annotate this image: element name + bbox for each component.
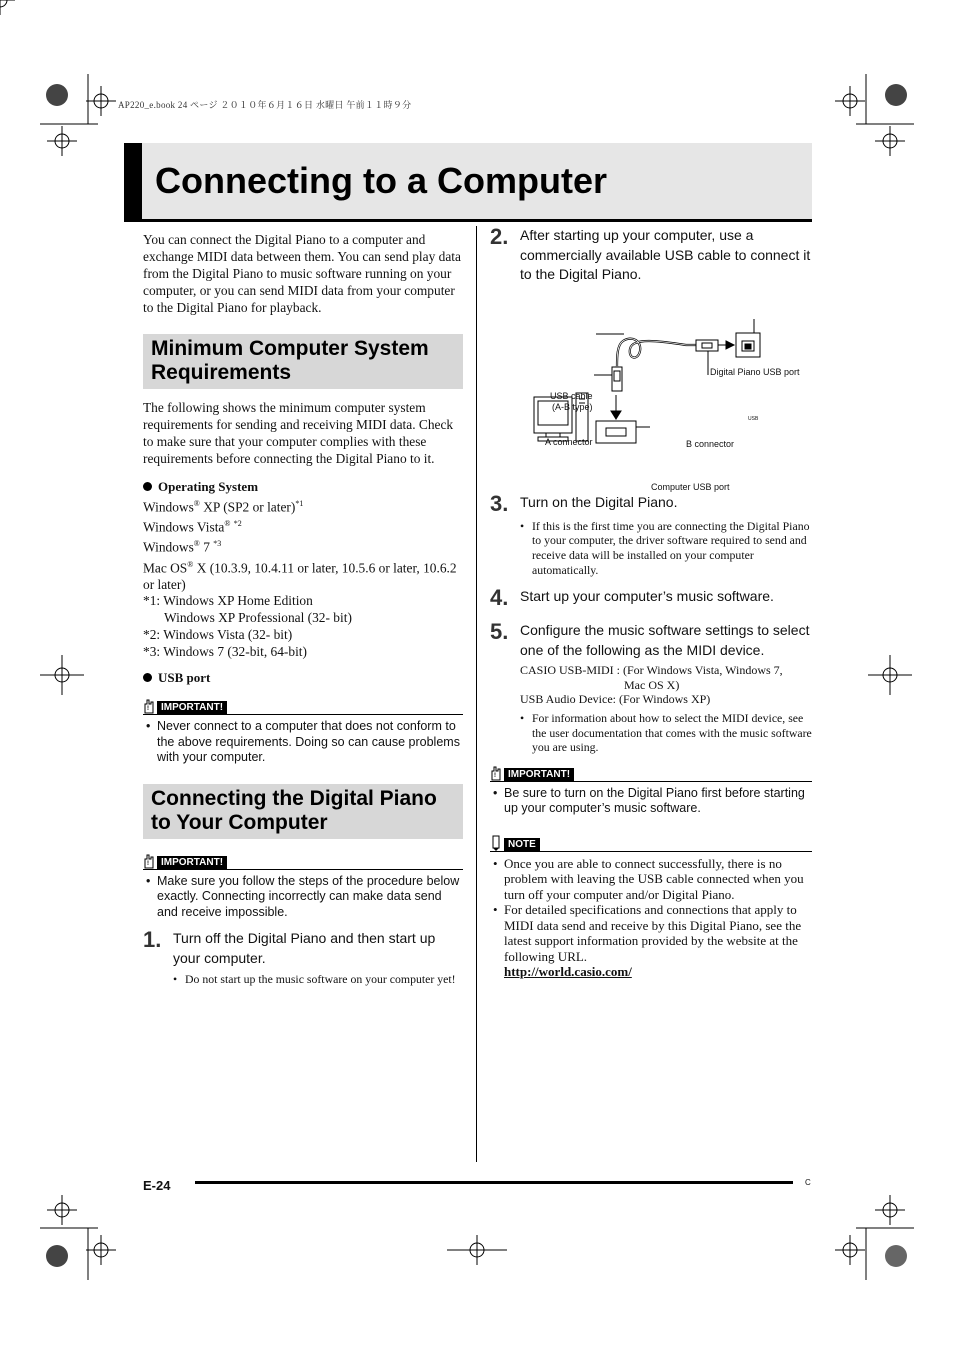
intro-paragraph: You can connect the Digital Piano to a computer and exchange MIDI data between them. You can send play data from the Digital Piano to music software running on your computer, or you can send MIDI data from your computer to the Digital Piano for playback. xyxy=(143,232,461,315)
step-text: Turn off the Digital Piano and then start up your computer. xyxy=(173,930,436,966)
footnote: *1: Windows XP Home Edition xyxy=(143,593,313,609)
diagram-label-ab-type: (A-B type) xyxy=(552,401,593,412)
important-badge: IMPORTANT! xyxy=(157,856,227,869)
midi-device-line: USB Audio Device: (For Windows XP) xyxy=(520,692,711,707)
step-number: 1. xyxy=(143,927,162,953)
important-hand-icon xyxy=(143,698,155,714)
step-2 xyxy=(490,226,812,285)
midi-device-line: CASIO USB-MIDI : (For Windows Vista, Windows 7, xyxy=(520,663,783,678)
page-title: Connecting to a Computer xyxy=(155,160,607,201)
svg-text:!: ! xyxy=(494,772,496,779)
step-note: • Do not start up the music software on your computer yet! xyxy=(173,972,463,987)
note-item-text: For detailed specifications and connections that apply to MIDI data send and receive by this Digital Piano, see the latest support information provided by the website at the following URL. xyxy=(504,902,802,964)
step-number: 2. xyxy=(490,224,509,249)
note-badge: NOTE xyxy=(504,838,540,851)
midi-device-line: Mac OS X) xyxy=(624,677,680,692)
step-note: • If this is the first time you are connecting the Digital Piano to your computer, the driver software required to send and receive data will be installed on your computer automatically. xyxy=(520,519,812,578)
os-heading-label: Operating System xyxy=(158,479,259,494)
os-line: Windows Vista® $^{*2}$ xyxy=(143,519,242,535)
diagram-label-usb-cable: USB cable xyxy=(550,390,593,401)
footnote: *3: Windows 7 (32-bit, 64-bit) xyxy=(143,643,307,659)
title-bar-accent xyxy=(124,143,142,219)
bullet-dot-icon xyxy=(143,482,152,491)
requirements-paragraph: The following shows the minimum computer system requirements for sending and receiving MIDI data. Check to make sure that your computer complies with these requirements before connecting the Digital Piano to it. xyxy=(143,400,454,466)
diagram-label-piano-port: Digital Piano USB port xyxy=(710,366,800,377)
step-3 xyxy=(490,490,812,516)
section-heading-connecting: Connecting the Digital Piano to Your Computer xyxy=(143,784,463,839)
note-header xyxy=(490,833,812,852)
step-1 xyxy=(143,929,463,968)
note-pencil-icon xyxy=(490,835,502,851)
usb-connection-diagram xyxy=(490,297,812,492)
important-callout xyxy=(143,851,463,921)
diagram-label-b-connector: B connector xyxy=(686,438,735,449)
svg-text:!: ! xyxy=(147,706,149,713)
important-item: • Be sure to turn on the Digital Piano first before starting up your computer’s music software. xyxy=(490,786,812,817)
important-callout xyxy=(143,696,463,766)
note-callout xyxy=(490,833,812,980)
important-list xyxy=(490,786,812,817)
footnote: Windows XP Professional (32- bit) xyxy=(164,610,352,626)
midi-device-list xyxy=(520,663,812,707)
diagram-label-computer-port: Computer USB port xyxy=(651,481,730,492)
step-text: Configure the music software settings to select one of the following as the MIDI device. xyxy=(520,622,810,658)
bullet-dot-icon xyxy=(143,673,152,682)
page-number: E-24 xyxy=(143,1178,171,1193)
step-number: 5. xyxy=(490,619,509,645)
step-text: After starting up your computer, use a commercially available USB cable to connect it to the Digital Piano. xyxy=(520,227,811,282)
print-header: AP220_e.book 24 ページ ２０１０年６月１６日 水曜日 午前１１時９分 xyxy=(118,100,412,110)
diagram-label-usb-mark: USB xyxy=(748,415,759,422)
important-list xyxy=(143,719,463,766)
svg-text:!: ! xyxy=(147,860,149,867)
important-badge: IMPORTANT! xyxy=(504,768,574,781)
usb-heading-label: USB port xyxy=(158,670,211,686)
important-hand-icon xyxy=(490,765,502,781)
os-line: Windows® XP (SP2 or later)$^{*1}$ xyxy=(143,499,304,515)
right-column xyxy=(490,226,812,980)
casio-website-link[interactable]: http://world.casio.com/ xyxy=(504,964,632,980)
step-3-notes xyxy=(520,519,812,578)
important-hand-icon xyxy=(143,853,155,869)
step-4 xyxy=(490,587,812,609)
important-list xyxy=(143,874,463,921)
os-list xyxy=(143,496,463,660)
usb-heading xyxy=(143,670,463,686)
important-badge: IMPORTANT! xyxy=(157,701,227,714)
column-divider xyxy=(476,226,477,1162)
important-header xyxy=(490,763,812,782)
note-item xyxy=(490,902,812,980)
os-heading xyxy=(143,479,463,495)
step-5 xyxy=(490,621,812,660)
step-5-notes xyxy=(520,711,812,755)
step-text: Start up your computer’s music software. xyxy=(520,588,774,605)
step-number: 4. xyxy=(490,585,509,611)
step-1-notes xyxy=(173,972,463,987)
important-header xyxy=(143,851,463,870)
left-column xyxy=(143,231,463,987)
step-text: Turn on the Digital Piano. xyxy=(520,493,678,510)
important-callout xyxy=(490,763,812,817)
note-item: • Once you are able to connect successfully, there is no problem with leaving the USB cable connected when you turn off your computer and/or Digital Piano. xyxy=(490,856,812,903)
section-heading-requirements: Minimum Computer System Requirements xyxy=(143,334,463,389)
os-line: Mac OS® X (10.3.9, 10.4.11 or later, 10.5.6 or later, 10.6.2 or later) xyxy=(143,559,457,592)
important-header xyxy=(143,696,463,715)
diagram-label-a-connector: A connector xyxy=(545,436,593,447)
os-line: Windows® 7 $^{*3}$ xyxy=(143,539,222,555)
important-item: • Never connect to a computer that does not conform to the above requirements. Doing so can cause problems with your computer. xyxy=(143,719,463,766)
footer-rule xyxy=(195,1181,793,1184)
footnote: *2: Windows Vista (32- bit) xyxy=(143,626,293,642)
step-number: 3. xyxy=(490,490,509,516)
footer-mark: C xyxy=(805,1178,811,1187)
title-band xyxy=(124,143,812,222)
step-note: • For information about how to select the MIDI device, see the user documentation that comes with the music software you are using. xyxy=(520,711,812,755)
note-list xyxy=(490,856,812,980)
important-item: • Make sure you follow the steps of the procedure below exactly. Connecting incorrectly can make data send and receive impossible. xyxy=(143,874,463,921)
